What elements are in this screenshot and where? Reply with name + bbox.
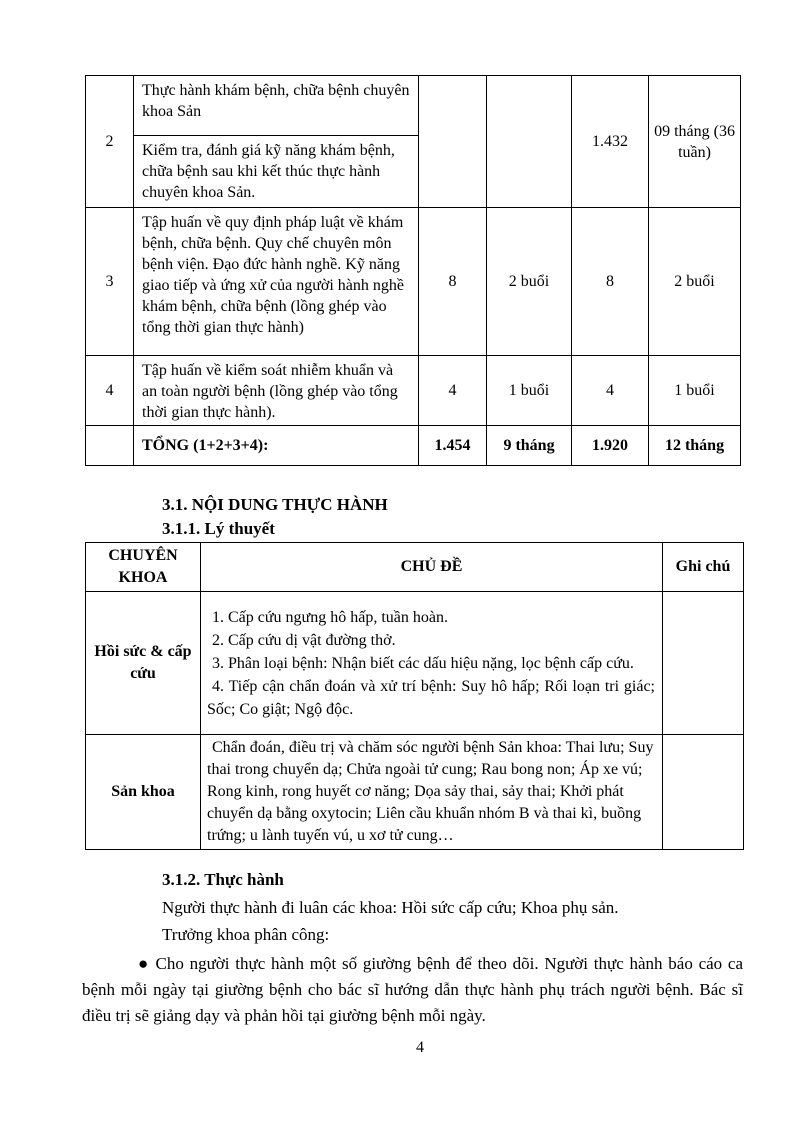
table-row xyxy=(86,356,741,426)
header-note-cell: Ghi chú xyxy=(663,543,744,592)
row2-col5-cell: 1.432 xyxy=(572,76,649,208)
total-col4-cell: 9 tháng xyxy=(487,426,572,466)
row3-col6-cell: 2 buổi xyxy=(649,208,741,356)
row4-col6-cell: 1 buổi xyxy=(649,356,741,426)
header-specialty-cell: CHUYÊN KHOA xyxy=(86,543,201,592)
header-topic-cell: CHỦ ĐỀ xyxy=(201,543,663,592)
resus-note-cell xyxy=(663,592,744,735)
resus-topics-cell xyxy=(201,592,663,735)
row4-col5-cell: 4 xyxy=(572,356,649,426)
page-number: 4 xyxy=(416,1039,424,1056)
resus-topic-item: 2. Cấp cứu dị vật đường thở. xyxy=(212,631,396,649)
row2-col6-cell: 09 tháng (36 tuần) xyxy=(649,76,741,208)
row4-col4-cell: 1 buổi xyxy=(487,356,572,426)
total-number-cell xyxy=(86,426,134,466)
resus-topic-item: 1. Cấp cứu ngưng hô hấp, tuần hoàn. xyxy=(212,608,448,626)
row2-desc-b-cell: Kiểm tra, đánh giá kỹ năng khám bệnh, chữa bệnh sau khi kết thúc thực hành chuyên khoa Sản. xyxy=(134,136,419,208)
resus-topic-item: 4. Tiếp cận chẩn đoán và xử trí bệnh: Suy hô hấp; Rối loạn tri giác; Sốc; Co giật; Ngộ độc. xyxy=(207,677,655,718)
section-heading-3-1-1: 3.1.1. Lý thuyết xyxy=(162,519,275,538)
resus-specialty-cell: Hồi sức & cấp cứu xyxy=(86,592,201,735)
row3-desc-cell: Tập huấn về quy định pháp luật về khám bệnh, chữa bệnh. Quy chế chuyên môn bệnh viện. Đạo đức hành nghề. Kỹ năng giao tiếp và ứng xử của người hành nghề khám bệnh, chữa bệnh (lồng ghép vào tổng thời gian thực hành) xyxy=(134,208,419,356)
row3-number-cell: 3 xyxy=(86,208,134,356)
resus-topic-item: 3. Phân loại bệnh: Nhận biết các dấu hiệu nặng, lọc bệnh cấp cứu. xyxy=(212,654,634,672)
row2-desc-a-cell: Thực hành khám bệnh, chữa bệnh chuyên khoa Sản xyxy=(134,76,419,136)
row3-col5-cell: 8 xyxy=(572,208,649,356)
table-row xyxy=(86,208,741,356)
table-row xyxy=(86,592,744,735)
total-col6-cell: 12 tháng xyxy=(649,426,741,466)
row3-col4-cell: 2 buổi xyxy=(487,208,572,356)
row4-col3-cell: 4 xyxy=(419,356,487,426)
row3-col3-cell: 8 xyxy=(419,208,487,356)
section-heading-3-1-2: 3.1.2. Thực hành xyxy=(162,870,284,889)
training-schedule-table xyxy=(85,75,741,466)
total-col3-cell: 1.454 xyxy=(419,426,487,466)
table-header-row xyxy=(86,543,744,592)
row4-number-cell: 4 xyxy=(86,356,134,426)
row2-col3-cell xyxy=(419,76,487,208)
row4-desc-cell: Tập huấn về kiểm soát nhiễm khuẩn và an toàn người bệnh (lồng ghép vào tổng thời gian thực hành). xyxy=(134,356,419,426)
table-row xyxy=(86,735,744,850)
obstetrics-note-cell xyxy=(663,735,744,850)
section-heading-3-1: 3.1. NỘI DUNG THỰC HÀNH xyxy=(162,495,388,514)
table-row xyxy=(86,76,741,136)
practice-assignment-line: Trưởng khoa phân công: xyxy=(162,925,330,944)
total-col5-cell: 1.920 xyxy=(572,426,649,466)
obstetrics-topics-cell xyxy=(201,735,663,850)
practice-rotation-line: Người thực hành đi luân các khoa: Hồi sức cấp cứu; Khoa phụ sản. xyxy=(162,898,619,917)
row2-number-cell: 2 xyxy=(86,76,134,208)
obstetrics-topic-paragraph: Chẩn đoán, điều trị và chăm sóc người bệnh Sản khoa: Thai lưu; Suy thai trong chuyển dạ; Chửa ngoài tử cung; Rau bong non; Áp xe vú; Rong kinh, rong huyết cơ năng; Dọa sảy thai, sảy thai; Khởi phát chuyển dạ bằng oxytocin; Liên cầu khuẩn nhóm B và thai kì, buồng trứng; u lành tuyến vú, u xơ tử cung… xyxy=(207,739,654,844)
total-label-cell: TỔNG (1+2+3+4): xyxy=(134,426,419,466)
row2-col4-cell xyxy=(487,76,572,208)
practice-bullet-paragraph: ● Cho người thực hành một số giường bệnh để theo dõi. Người thực hành báo cáo ca bệnh mỗi ngày tại giường bệnh cho bác sĩ hướng dẫn thực hành phụ trách người bệnh. Bác sĩ điều trị sẽ giảng dạy và phản hồi tại giường bệnh mỗi ngày. xyxy=(82,954,743,1025)
obstetrics-specialty-cell: Sản khoa xyxy=(86,735,201,850)
theory-topics-table xyxy=(85,542,744,850)
table-total-row xyxy=(86,426,741,466)
